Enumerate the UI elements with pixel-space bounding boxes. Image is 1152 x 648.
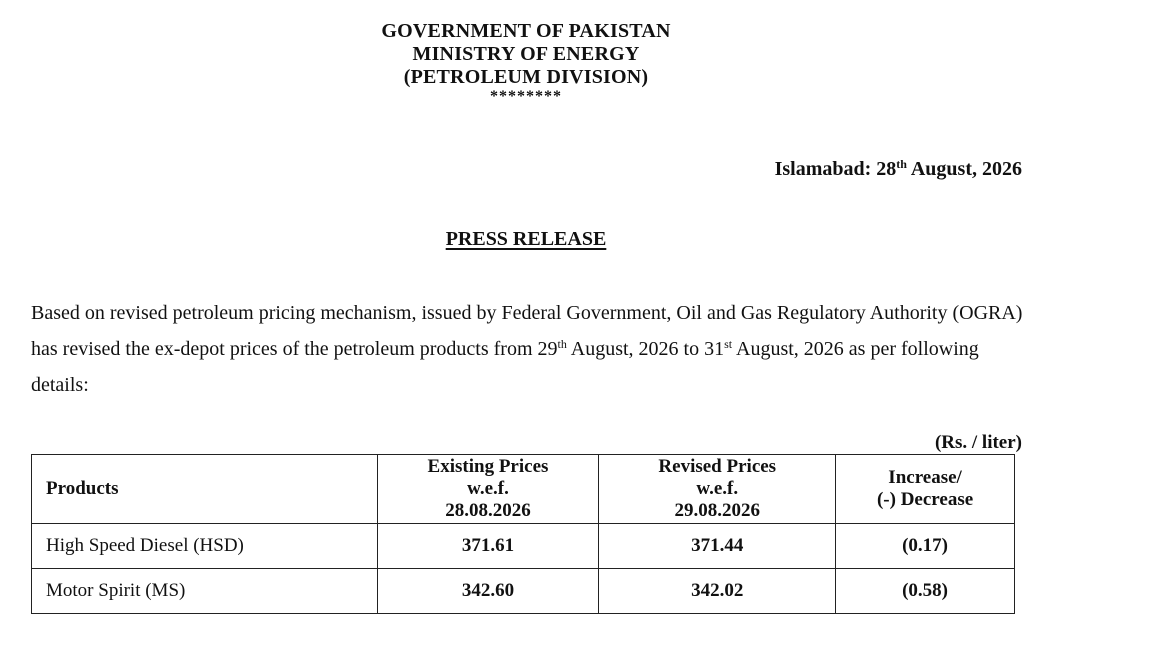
letterhead-division: (PETROLEUM DIVISION) (403, 66, 649, 88)
header-existing-line-1: Existing Prices (427, 456, 549, 477)
header-change-line-2: (-) Decrease (876, 489, 974, 510)
existing-price: 342.60 (377, 569, 599, 614)
letterhead-ministry: MINISTRY OF ENERGY (412, 43, 640, 65)
page-title (0, 228, 1052, 251)
header-change-line-1: Increase/ (888, 467, 962, 488)
date-prefix: Islamabad: 28 (774, 158, 897, 180)
body-ordinal-2: st (724, 337, 733, 351)
header-existing-line-3: 28.08.2026 (445, 500, 531, 521)
letterhead (0, 20, 1052, 105)
body-part-2: August, 2026 to 31 (566, 338, 725, 360)
existing-price: 371.61 (377, 524, 599, 569)
header-revised-prices (599, 455, 836, 524)
header-revised-line-1: Revised Prices (658, 456, 777, 477)
unit-note: (Rs. / liter) (934, 432, 1022, 453)
price-change: (0.58) (836, 569, 1015, 614)
header-existing-prices (377, 455, 599, 524)
table-row (32, 524, 1015, 569)
header-products: Products (32, 455, 378, 524)
revised-price: 342.02 (599, 569, 836, 614)
date-ordinal: th (896, 157, 907, 171)
body-paragraph (31, 295, 1031, 403)
body-ordinal-1: th (557, 337, 567, 351)
letterhead-government: GOVERNMENT OF PAKISTAN (381, 20, 671, 42)
header-change (836, 455, 1015, 524)
product-name: Motor Spirit (MS) (32, 569, 378, 614)
product-name: High Speed Diesel (HSD) (32, 524, 378, 569)
revised-price: 371.44 (599, 524, 836, 569)
price-change: (0.17) (836, 524, 1015, 569)
date-line (775, 158, 1022, 181)
body-part-3: August, 2026 as per following details: (31, 338, 979, 396)
press-release-title: PRESS RELEASE (445, 228, 607, 250)
price-table (31, 454, 1015, 614)
letterhead-separator: ******** (490, 88, 562, 105)
table-header-row (32, 455, 1015, 524)
body-part-1: Based on revised petroleum pricing mechanism, issued by Federal Government, Oil and Gas Regulatory Authority (OGRA) has revised the ex-depot prices of the petroleum products from 29 (31, 302, 1023, 360)
date-suffix: August, 2026 (906, 158, 1022, 180)
table-row (32, 569, 1015, 614)
header-revised-line-2: w.e.f. (696, 478, 739, 499)
header-revised-line-3: 29.08.2026 (674, 500, 760, 521)
header-existing-line-2: w.e.f. (467, 478, 509, 499)
